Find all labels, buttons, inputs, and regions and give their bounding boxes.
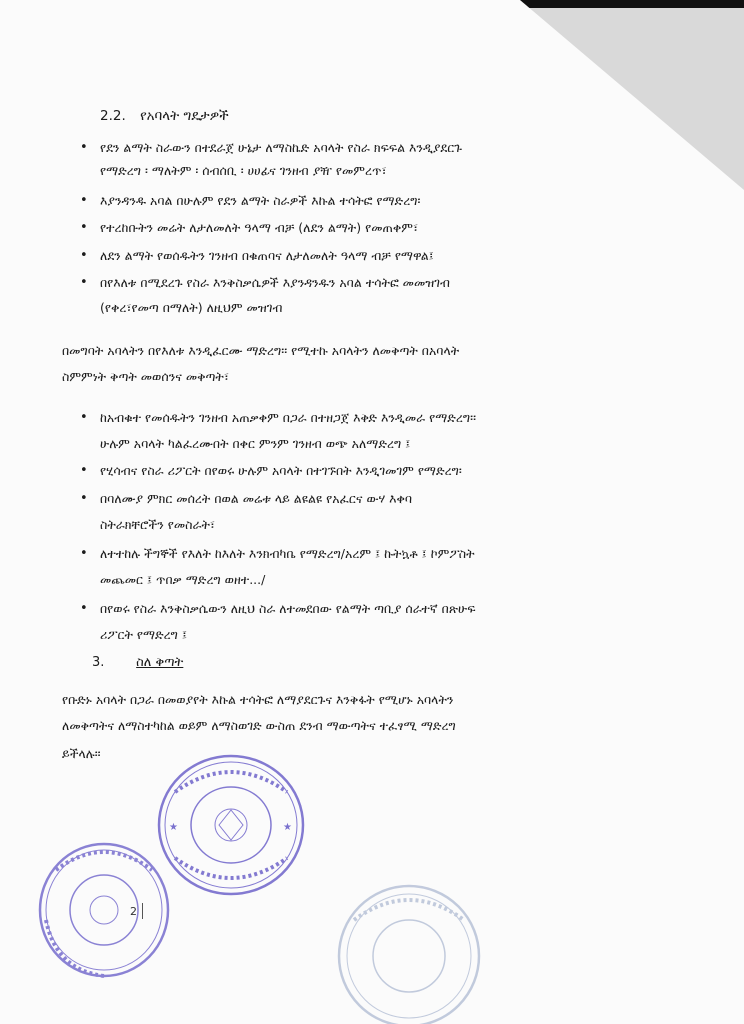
list-item-continuation — [100, 436, 410, 452]
paragraph-line — [62, 718, 456, 734]
list-item — [100, 220, 418, 236]
svg-text:★: ★ — [169, 822, 178, 833]
section-number: 2.2. — [100, 108, 126, 124]
paragraph-line — [62, 343, 459, 359]
list-item — [100, 463, 462, 479]
page-number-mark — [142, 903, 143, 919]
section-2-2-heading — [100, 108, 229, 124]
list-item — [100, 491, 412, 507]
paragraph-text: ለመቅጣትና ለማስተካከል ወይም ለማስወገድ ውስጠ ደንብ ማውጣትና ተፈፃሚ ማድረግ — [62, 718, 456, 733]
list-item-text: የተረከቡትን መሬት ለታለመለት ዓላማ ብቻ (ለደን ልማት) የመጠቀም፣ — [100, 220, 419, 235]
paragraph-text: በመግባት አባላትን በየእለቱ እንዲፈርሙ ማድረግ፡፡ የሚተኩ አባላትን ለመቅጣት በአባላት — [62, 343, 460, 358]
list-item-text: የሂሳብና የስራ ሪፖርት በየወሩ ሁሉም አባላት በተገኙበት እንዲገመገም የማድረግ፡ — [100, 463, 462, 478]
list-item — [100, 275, 450, 291]
list-item-text: ከአብቁተ የመሰዱትን ገንዘብ አጠቃቀም በጋራ በተዘጋጀ እቅድ እንዲመራ የማድረግ፡፡ — [100, 410, 477, 425]
section-title: ስለ ቅጣት — [136, 655, 184, 670]
official-stamp-faded — [334, 880, 484, 1024]
list-item-continuation — [100, 572, 265, 588]
list-item-continuation — [100, 300, 282, 316]
list-item — [100, 546, 475, 562]
list-item — [100, 601, 476, 617]
list-item-text: (የቀረ፣የመጣ በማለት) ለዚህም መዝገብ — [100, 300, 283, 315]
list-item-text: በየእለቱ በሚደረጉ የስራ እንቅስቃሴዎች እያንዳንዱን አባል ተሳትፎ መመዝገብ — [100, 275, 450, 290]
official-stamp-top — [155, 752, 307, 898]
list-item-text: ለተተከሉ ችግኞች የእለት ከእለት እንክብካቤ የማድረግ/አረም ፤ ኩትኳቶ ፤ ኮምፖስት — [100, 546, 475, 561]
list-item-text: ሪፖርት የማድረግ ፤ — [100, 627, 187, 642]
list-item-text: የደን ልማት ስራውን በተደራጀ ሁኔታ ለማስኬድ አባላት የስራ ክፍፍል እንዲያደርጉ — [100, 140, 462, 155]
list-item-text: እያንዳንዱ አባል በሁሉም የደን ልማት ስራዎች እኩል ተሳትፎ የማድረግ፡ — [100, 193, 421, 208]
list-item-continuation — [100, 163, 387, 179]
svg-text:★: ★ — [283, 822, 292, 833]
list-item-text: ሁሉም አባላት ካልፈረሙበት በቀር ምንም ገንዘብ ወጭ አለማድረግ ፤ — [100, 436, 411, 451]
list-item-continuation — [100, 627, 187, 643]
section-number: 3. — [92, 655, 105, 670]
list-item-continuation — [100, 517, 215, 533]
list-item — [100, 193, 420, 209]
section-title: የአባላት ግዴታዎች — [140, 108, 229, 124]
list-item-text: ለደን ልማት የወሰዱትን ገንዘብ በቁጠባና ለታለመለት ዓላማ ብቻ የማዋል፤ — [100, 248, 434, 263]
list-item-text: በየወሩ የስራ እንቅስቃሴውን ለዚህ ስራ ለተመደበው የልማት ጣቢያ ሰራተኛ በጽሁፍ — [100, 601, 476, 616]
list-item-text: የማድረግ ፡ ማለትም ፡ ሰብሰቢ ፡ ሀሀፊና ገንዘብ ያዥ የመምረጥ፣ — [100, 163, 387, 178]
official-stamp-left — [36, 840, 172, 980]
section-3-heading — [92, 655, 183, 670]
paragraph-text: ይችላሉ፡፡ — [62, 746, 101, 761]
paragraph-text: ስምምነት ቅጣት መወሰንና መቅጣት፣ — [62, 369, 229, 384]
list-item — [100, 140, 462, 156]
list-item — [100, 410, 476, 426]
list-item — [100, 248, 434, 264]
page-number: 2 — [130, 905, 137, 918]
paragraph-line — [62, 692, 453, 708]
paragraph-line — [62, 369, 229, 385]
paragraph-text: የቡድኑ አባላት በጋራ በመወያየት እኩል ተሳትፎ ለማያደርጉና እንቅፋት የሚሆኑ አባላትን — [62, 692, 454, 707]
list-item-text: መጨመር ፤ ጥበቃ ማድረግ ወዘተ.../ — [100, 572, 266, 587]
list-item-text: ስትራክቸሮችን የመስራት፣ — [100, 517, 216, 532]
paragraph-line — [62, 746, 101, 762]
list-item-text: በባለሙያ ምክር መሰረት በወል መሬቱ ላይ ልዩልዩ የአፈርና ውሃ እቀባ — [100, 491, 413, 506]
